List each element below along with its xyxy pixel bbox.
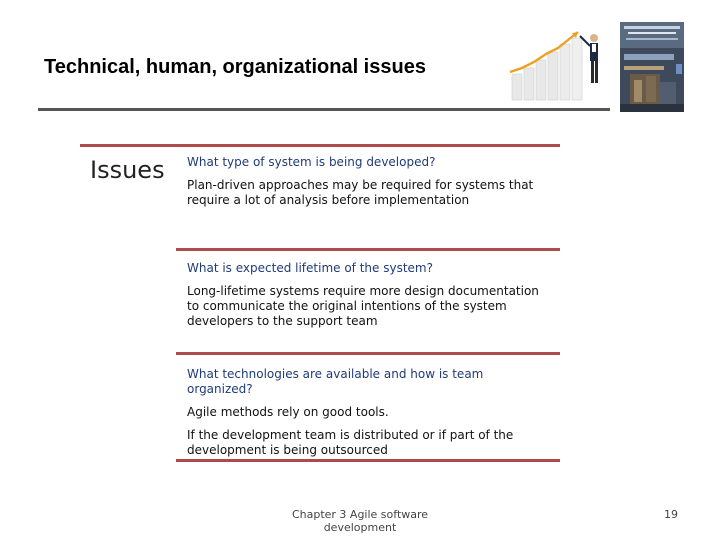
issue-block bbox=[176, 144, 560, 216]
issue-divider bbox=[176, 459, 560, 462]
issues-label: Issues bbox=[90, 156, 165, 184]
issue-block-end bbox=[176, 459, 560, 462]
page-number: 19 bbox=[664, 508, 678, 521]
issue-block bbox=[176, 248, 560, 337]
issue-question: What is expected lifetime of the system? bbox=[187, 261, 433, 275]
title-divider bbox=[38, 108, 610, 111]
slide-title: Technical, human, organizational issues bbox=[44, 56, 426, 78]
issues-label-divider bbox=[80, 144, 176, 147]
book-cover-image bbox=[620, 22, 684, 112]
issue-answer: Plan-driven approaches may be required for systems that require a lot of analysis before implementation bbox=[187, 178, 534, 207]
issue-answer: If the development team is distributed or if part of the development is being outsourced bbox=[187, 428, 514, 457]
issue-answer: Long-lifetime systems require more design documentation to communicate the original intentions of the system developers to the support team bbox=[187, 284, 539, 328]
issue-answer: Agile methods rely on good tools. bbox=[187, 405, 389, 419]
growth-chart-graphic bbox=[506, 24, 610, 104]
issue-question: What technologies are available and how is team organized? bbox=[187, 367, 484, 396]
issue-question: What type of system is being developed? bbox=[187, 155, 436, 169]
footer-chapter-text: Chapter 3 Agile software development bbox=[291, 508, 429, 534]
issue-block bbox=[176, 352, 560, 464]
